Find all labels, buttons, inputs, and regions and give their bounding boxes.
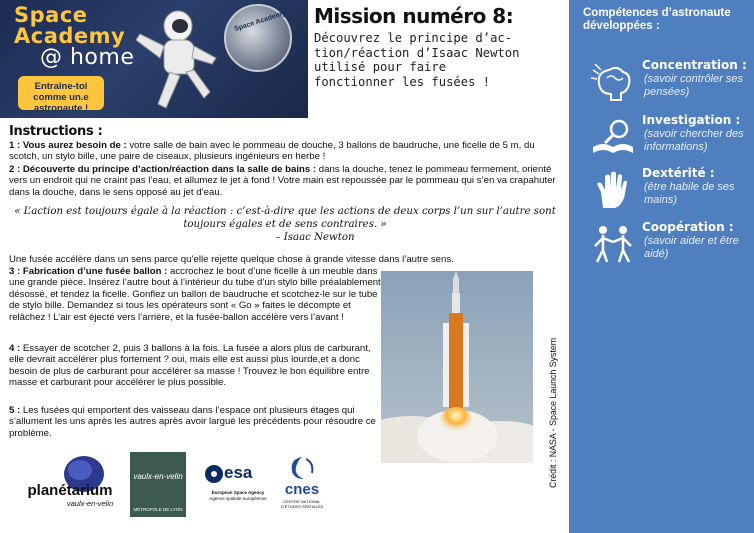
skill-description: (savoir chercher des informations) xyxy=(644,128,744,153)
banner-title-line3: @ home xyxy=(40,45,135,70)
slogan-line2: comme un.e xyxy=(33,92,89,103)
step-3 xyxy=(9,266,381,323)
skill-name: Dextérité : xyxy=(642,166,715,180)
skills-panel-title: Compétences d’astronaute développées : xyxy=(583,7,731,32)
hand-icon xyxy=(591,170,635,210)
instructions-heading: Instructions : xyxy=(9,124,103,139)
space-academy-banner xyxy=(0,0,308,118)
rocket-principle: Une fusée accélère dans un sens parce qu’elle rejette quelque chose à grande vitesse dans l’autre sens. xyxy=(9,254,454,265)
planetarium-city: vaulx-en-velin xyxy=(66,499,114,508)
skill-investigation xyxy=(569,113,754,165)
step-1 xyxy=(9,140,561,163)
esa-full-name: European Space Agency xyxy=(211,490,265,495)
step-5 xyxy=(9,405,381,439)
book-magnifier-icon xyxy=(591,117,635,157)
brain-icon xyxy=(591,62,635,102)
slogan-line1: Entraîne-toi xyxy=(34,81,88,92)
esa-emblem-icon xyxy=(204,464,224,484)
skill-description: (savoir contrôler ses pensées) xyxy=(644,73,744,98)
planetarium-logo xyxy=(22,452,118,512)
step-text: dans la douche, tenez le pommeau fermement, orienté vers un endroit qui ne craint pas l’eau, et allumez le jet à fond ! Votre main est repoussée par le pommeau qui s’en va crapahuter dans la douche, dans le sens opposé au jet d’eau. xyxy=(9,164,556,198)
step-number: 5 : xyxy=(9,405,21,416)
step-2 xyxy=(9,164,561,198)
skill-name: Investigation : xyxy=(642,113,741,127)
slogan-line3: astronaute ! xyxy=(33,103,89,114)
step-text: accrochez le bout d’une ficelle à un meuble dans une grande pièce. Insérez l’autre bout à l’intérieur du tube d’un stylo bille préalablement désossé, et tendez la ficelle. Gonflez un ballon de baudruche et scotchez-le sur le tube de stylo bille. Demandez si tous les opérateurs sont « Go » faites le décompte et relâchez ! L’air est éjecté vers l’arrière, et la fusée-ballon accélère vers l’avant ! xyxy=(9,266,381,323)
skill-name: Concentration : xyxy=(642,58,747,72)
skill-name: Coopération : xyxy=(642,220,734,234)
skill-dexterite xyxy=(569,166,754,218)
newton-quote xyxy=(9,205,561,244)
banner-title-line1: Space xyxy=(14,3,88,27)
vaulx-name: vaulx-en-velin xyxy=(133,472,183,481)
quote-author: – Isaac Newton xyxy=(275,232,355,243)
skill-concentration xyxy=(569,58,754,110)
skill-description: (savoir aider et être aidé) xyxy=(644,235,739,260)
cnes-full-name: CENTRE NATIONAL D’ÉTUDES SPATIALES xyxy=(280,499,324,509)
step-number: 2 : xyxy=(9,164,21,175)
skill-cooperation xyxy=(569,220,754,272)
mission-title: Mission numéro 8: xyxy=(314,4,514,28)
step-label: Fabrication d’une fusée ballon : xyxy=(22,266,168,277)
vaulx-en-velin-logo xyxy=(130,452,186,517)
quote-text: « L’action est toujours égale à la réaction : c’est-à-dire que les actions de deux corps l’un sur l’autre sont toujours égales et de sens contraires. » xyxy=(14,206,556,230)
vaulx-metropole: MÉTROPOLE DE LYON xyxy=(133,507,183,512)
space-academy-badge xyxy=(224,4,292,72)
esa-french-name: Agence spatiale européenne xyxy=(209,496,267,501)
skills-panel xyxy=(569,0,754,533)
banner-slogan xyxy=(18,76,104,114)
planetarium-name: planétarium xyxy=(27,482,113,499)
photo-credit: Crédit : NASA - Space Launch System xyxy=(548,337,558,488)
step-number: 4 : xyxy=(9,343,21,354)
cnes-name: cnes xyxy=(284,481,320,498)
people-icon xyxy=(591,224,635,264)
step-text: Essayer de scotcher 2, puis 3 ballons à la fois. La fusée a alors plus de carburant, elle devrait accélérer plus fortement ? oui, mais elle est aussi plus lourde,et a donc besoin de plus de carburant pour accélérer sa masse ! Trouvez le bon équilibre entre masse et carburant pour accélérer le plus possible. xyxy=(9,343,371,389)
skill-description: (être habile de ses mains) xyxy=(644,181,735,206)
cnes-logo xyxy=(280,455,324,513)
esa-name: esa xyxy=(224,463,253,482)
esa-logo xyxy=(202,458,270,510)
step-text: Les fusées qui emportent des vaisseau dans l’espace ont plusieurs étages qui s’allument les uns après les autres après avoir largué les précédents pour résoudre ce problème. xyxy=(9,405,376,439)
rocket-launch-photo xyxy=(381,271,533,463)
astronaut-icon xyxy=(130,6,225,116)
step-number: 3 : xyxy=(9,266,21,277)
badge-text: Space Academy xyxy=(233,9,287,34)
cnes-emblem-icon xyxy=(280,455,324,481)
step-label: Découverte du principe d’action/réaction dans la salle de bains : xyxy=(22,164,317,175)
step-label: Vous aurez besoin de : xyxy=(22,140,127,151)
banner-title-line2: Academy xyxy=(14,24,126,48)
step-4 xyxy=(9,343,381,389)
step-number: 1 : xyxy=(9,140,21,151)
step-text: votre salle de bain avec le pommeau de douche, 3 ballons de baudruche, une ficelle de 5 m, du scotch, un stylo bille, une paire de ciseaux, plusieurs ingénieurs en herbe ! xyxy=(9,140,535,163)
mission-description: Découvrez le principe d’ac-tion/réaction d’Isaac Newton utilisé pour faire fonctionner les fusées ! xyxy=(314,31,520,89)
